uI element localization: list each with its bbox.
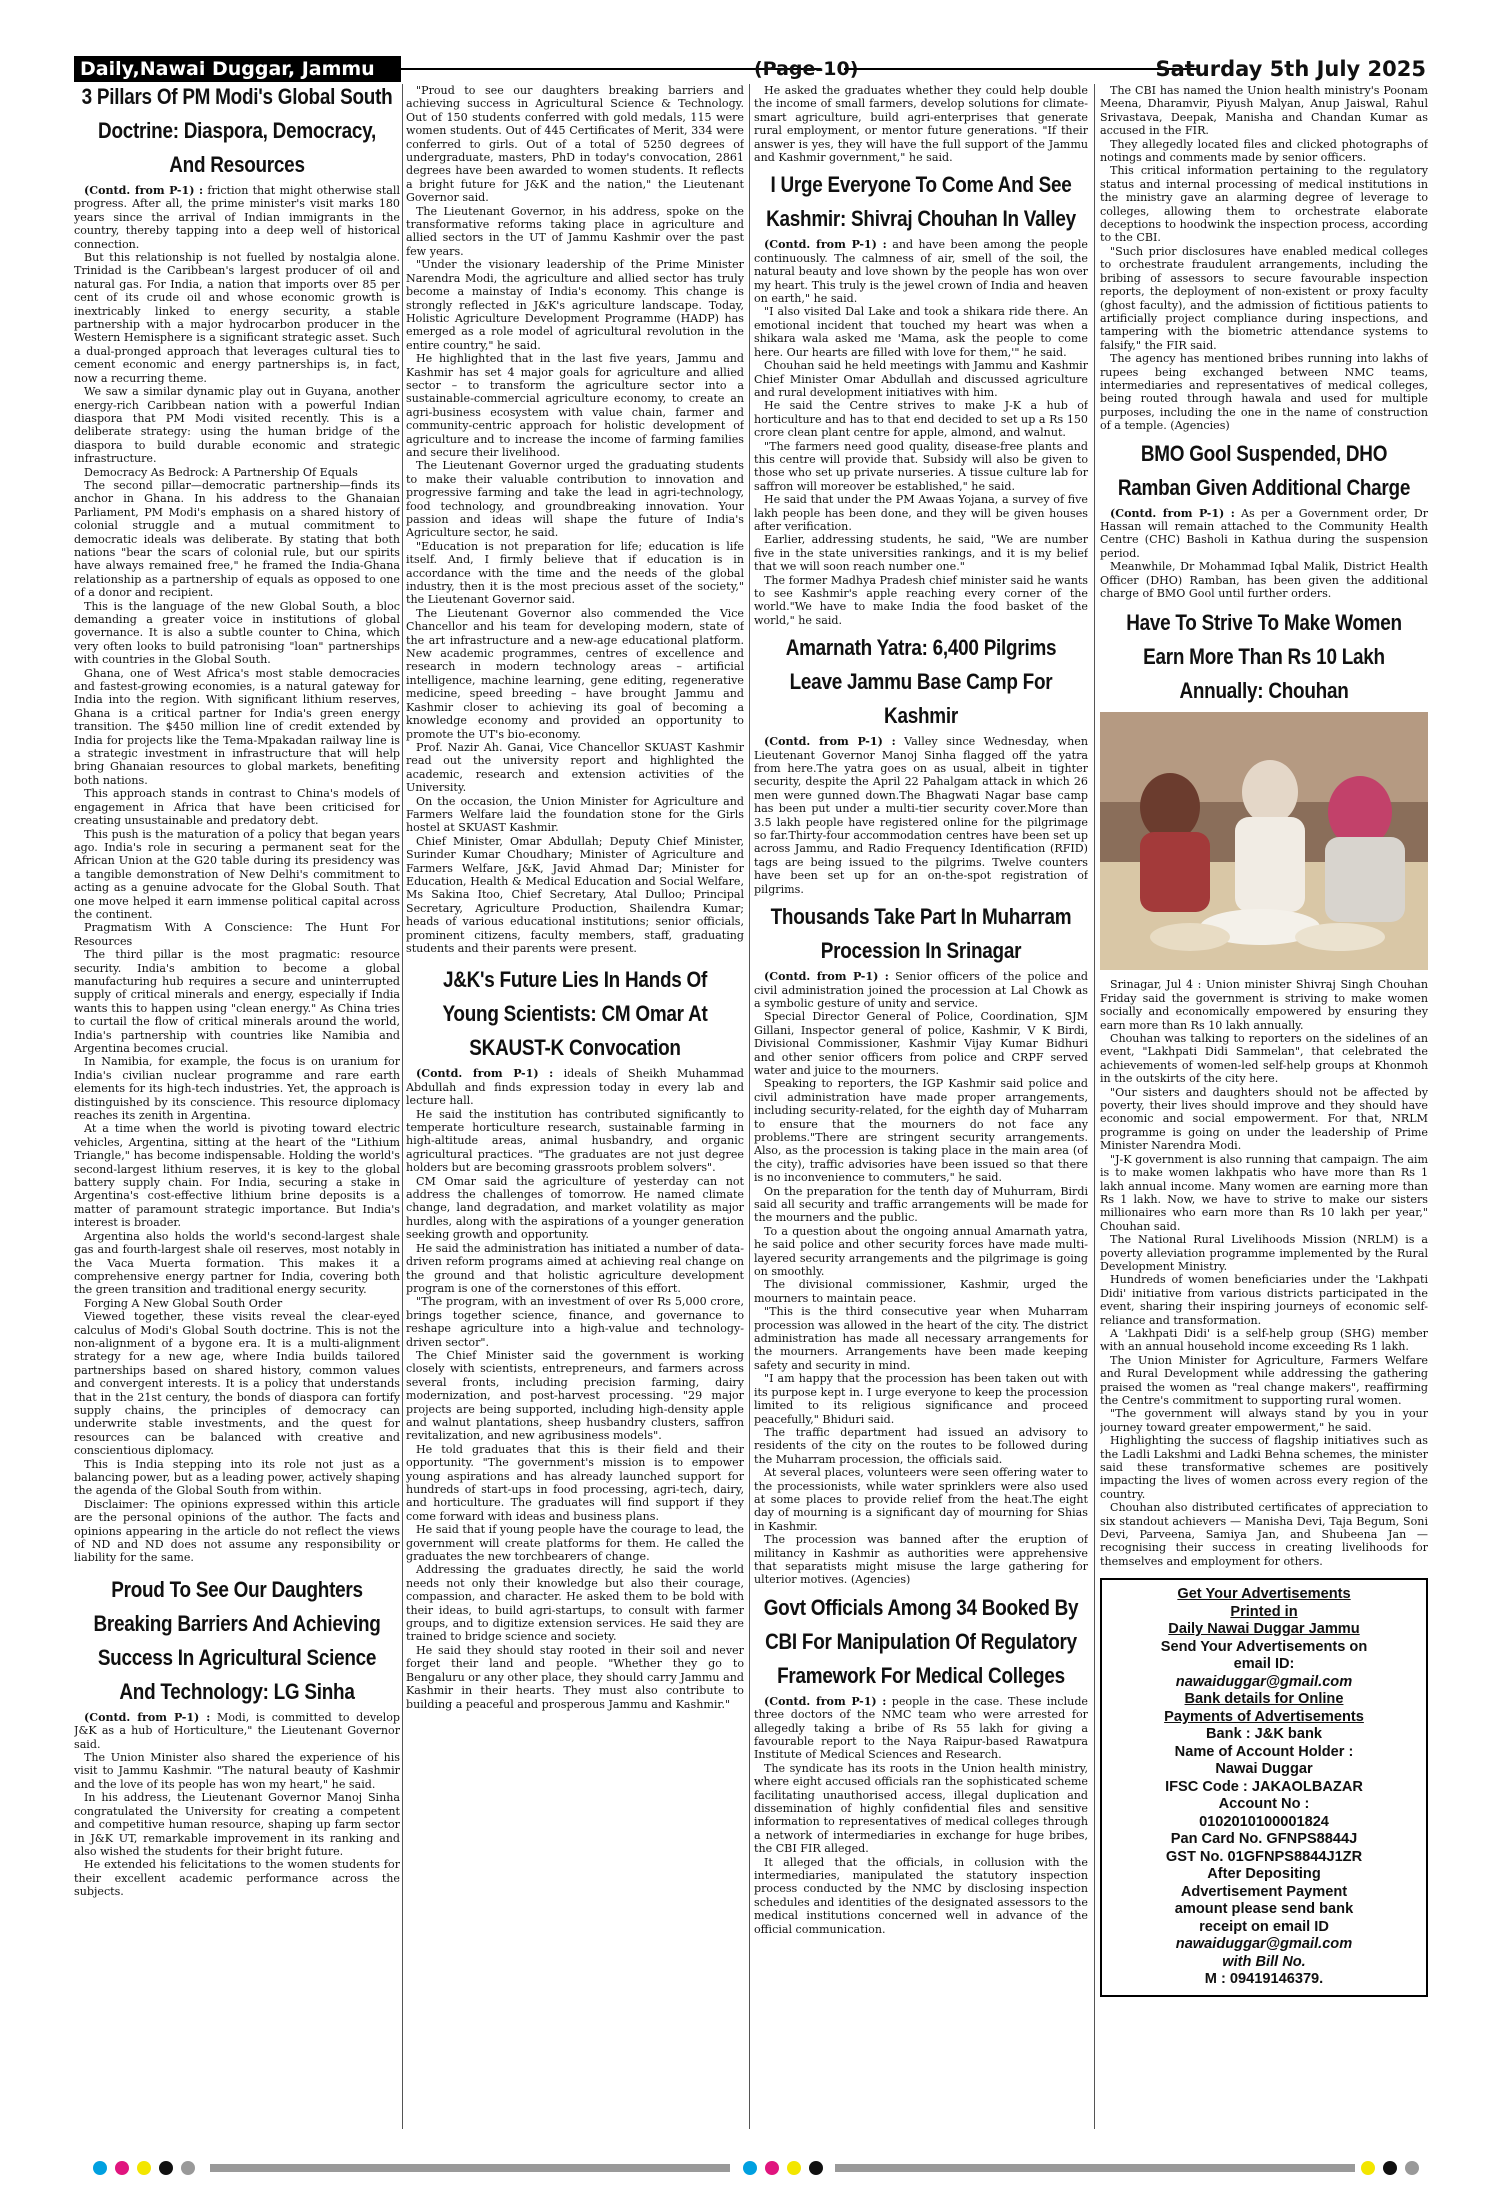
- article-paragraph: "Under the visionary leadership of the Prime Minister Narendra Modi, the agriculture and allied sector has truly become a mainstay of India's economy. This change is strongly reflected in J&K's agriculture landscape. Today, Holistic Agriculture Development Programme (HADP) has emerged as a role model of agricultural revolution in the entire country," he said.: [406, 258, 744, 352]
- article-paragraph: The divisional commissioner, Kashmir, urged the mourners to maintain peace.: [754, 1278, 1088, 1305]
- ad-account-label: Name of Account Holder :: [1174, 1743, 1354, 1760]
- ad-line: receipt on email ID: [1199, 1918, 1329, 1935]
- event-photo: [1100, 712, 1428, 970]
- ad-pan: Pan Card No. GFNPS8844J: [1170, 1831, 1358, 1848]
- article-paragraph: "The program, with an investment of over Rs 5,000 crore, brings together science, finance, and governance to reshape agriculture into a high-value and technology-driven sector".: [406, 1295, 744, 1349]
- ad-line: Daily Nawai Duggar Jammu: [1168, 1621, 1360, 1638]
- article-paragraph: "Our sisters and daughters should not be affected by poverty, their lives should improve and they should have economic and social empowerment. For that, NRLM programme is going on under the leadership of Prime Minister Narendra Modi.: [1100, 1085, 1428, 1153]
- article-paragraph: He said they should stay rooted in their soil and never forget their land and people. "Whether they go to Bengaluru or any other place, they should carry Jammu and Kashmir in their hearts. They must also contribute to building a peaceful and prosperous Jammu and Kashmir.": [406, 1643, 744, 1711]
- ad-email: nawaiduggar@gmail.com: [1175, 1673, 1353, 1690]
- article-paragraph: Chief Minister, Omar Abdullah; Deputy Chief Minister, Surinder Kumar Choudhary; Minister of Agriculture and Farmers Welfare, J&K, Javid Ahmad Dar; Minister for Education, Health & Medical Education and Social Welfare, Ms Sakina Itoo, Chief Secretary, Atal Dulloo; Principal Secretary, Agriculture Production, Shailendra Kumar; heads of various educational institutions; senior officials, prominent citizens, faculty members, staff, graduating students and their parents were present.: [406, 834, 744, 955]
- article-paragraph: The former Madhya Pradesh chief minister said he wants to see Kashmir's apple reaching every corner of the world."We have to make India the food basket of the world," he said.: [754, 573, 1088, 627]
- issue-date: Saturday 5th July 2025: [1155, 57, 1426, 81]
- article-lakhpati: [1100, 978, 1428, 1568]
- column-rule: [402, 84, 403, 2129]
- article-paragraph: He said the administration has initiated a number of data-driven reform programs aimed at achieving real change on the ground and that holistic agriculture development program is one of the cornerstones of this effort.: [406, 1241, 744, 1295]
- article-muharram: [754, 970, 1088, 1587]
- registration-marks: [90, 2158, 1420, 2178]
- article-paragraph: The Union Minister also shared the experience of his visit to Jammu Kashmir. "The natural beauty of Kashmir and the love of its people has won my heart," he said.: [74, 1751, 400, 1791]
- article-paragraph: This critical information pertaining to the regulatory status and internal processing of medical institutions in the ministry gave an alarming degree of leverage to colleges, allowing them to orchestrate elaborate deceptions to hoodwink the inspection process, according to the CBI.: [1100, 164, 1428, 245]
- headline-chouhan-valley: I Urge Everyone To Come And See Kashmir: Shivraj Chouhan In Valley: [766, 172, 1076, 232]
- page-number: (Page-10): [754, 58, 859, 80]
- ad-account-name: Nawai Duggar: [1215, 1761, 1313, 1778]
- ad-line: Send Your Advertisements on: [1160, 1638, 1368, 1655]
- article-paragraph: "The farmers need good quality, disease-free plants and this centre will provide that. Subsidy will also be given to those who set up private nurseries. A tissue culture lab for saffron will moreover be established," he said.: [754, 439, 1088, 493]
- ad-line: Advertisement Payment: [1180, 1883, 1348, 1900]
- article-paragraph: Speaking to reporters, the IGP Kashmir said police and civil administration have made proper arrangements, including security-related, for the eighth day of Muharram to ensure that the mourners do not face any problems."There are stringent security arrangements. Also, as the procession is taking place in the main area (of the city), traffic advisories have been issued so that there is no inconvenience to commuters," he said.: [754, 1077, 1088, 1185]
- article-paragraph: Special Director General of Police, Coordination, SJM Gillani, Inspector general of police, Kashmir, V K Birdi, Divisional Commissioner, Kashmir Vijay Kumar Bidhuri and other senior officers from police and CRPF served water and juice to the mourners.: [754, 1010, 1088, 1077]
- contd-label: (Contd. from P-1) :: [416, 1067, 554, 1081]
- article-paragraph: The procession was banned after the eruption of militancy in Kashmir as authorities were apprehensive that separatists might misuse the large gathering for ulterior motives. (Agencies): [754, 1533, 1088, 1587]
- article-paragraph: The agency has mentioned bribes running into lakhs of rupees being exchanged between NMC teams, intermediaries and representatives of medical colleges, being routed through hawala and used for multiple purposes, including the one in the name of construction of a temple. (Agencies): [1100, 352, 1428, 433]
- article-chouhan-valley: [754, 238, 1088, 627]
- article-paragraph: He said the Centre strives to make J-K a hub of horticulture and has to that end decided to set up a Rs 150 crore clean plant centre for apple, almond, and walnut.: [754, 399, 1088, 440]
- article-paragraph: He said that under the PM Awaas Yojana, a survey of five lakh people has been done, and they will be given houses after verification.: [754, 493, 1088, 533]
- article-paragraph: The third pillar is the most pragmatic: resource security. India's ambition to become a global manufacturing hub requires a secure and uninterrupted supply of critical minerals and energy, especially if India wants this to happen using "clean energy." As China tries to curtail the flow of critical minerals around the world, India's partnership with countries like Namibia and Argentina becomes crucial.: [74, 948, 400, 1055]
- ad-line: Bank details for Online: [1184, 1691, 1344, 1708]
- article-paragraph: At several places, volunteers were seen offering water to the processionists, while water sprinklers were also used at some places to provide relief from the heat.The eight day of mourning is a significant day of mourning for Shias in Kashmir.: [754, 1466, 1088, 1533]
- article-paragraph: "Education is not preparation for life; education is life itself. And, I firmly believe that if education is in accordance with the time and the needs of the global industry, then it is the most precious asset of the society," the Lieutenant Governor said.: [406, 539, 744, 607]
- ad-line: Printed in: [1230, 1603, 1298, 1620]
- article-cbi-cont: [1100, 84, 1428, 433]
- ad-line: with Bill No.: [1222, 1953, 1306, 1970]
- cbi-paras-b: [1100, 84, 1428, 433]
- article-paragraph: Highlighting the success of flagship initiatives such as the Ladli Lakshmi and Ladki Behna schemes, the minister said these transformative schemes are positively impacting the lives of women across every region of the country.: [1100, 1434, 1428, 1501]
- article-paragraph: "J-K government is also running that campaign. The aim is to make women lakhpatis who have more than Rs 1 lakh annual income. Many women are earning more than Rs 1 lakh. Now, we have to strive to make our sisters millionaires who earn more than Rs 10 lakh per year," Chouhan said.: [1100, 1152, 1428, 1233]
- chouhan-valley-paras: [754, 305, 1088, 627]
- headline-scientists: J&K's Future Lies In Hands Of Young Scientists: CM Omar At SKAUST-K Convocation: [442, 967, 708, 1061]
- headline-daughters: Proud To See Our Daughters Breaking Barriers And Achieving Success In Agricultural Science And Technology: LG Sinha: [93, 1576, 381, 1704]
- article-daughters: [74, 1711, 400, 1899]
- contd-label: (Contd. from P-1) :: [1110, 506, 1235, 520]
- ad-line: Get Your Advertisements: [1177, 1586, 1351, 1603]
- article-paragraph: This is the language of the new Global South, a bloc demanding a greater voice in institutions of global governance. It is also a subtle counter to China, which very often looks to build patronising "loan" partnerships with countries in the Global South.: [74, 599, 400, 667]
- publication-name: Daily,Nawai Duggar, Jammu: [74, 56, 401, 82]
- article-paragraph: Prof. Nazir Ah. Ganai, Vice Chancellor SKUAST Kashmir read out the university report and highlighted the academic, research and extension activities of the University.: [406, 740, 744, 795]
- headline-muharram: Thousands Take Part In Muharram Procession In Srinagar: [770, 904, 1072, 964]
- ad-line: Payments of Advertisements: [1164, 1708, 1364, 1725]
- column-rule: [749, 84, 750, 2129]
- article-paragraph: He told graduates that this is their field and their opportunity. "The government's mission is to empower young aspirations and has already launched support for hundreds of start-ups in food processing, agri-tech, dairy, and horticulture. The graduates will find support if they come forward with ideas and business plans.: [406, 1442, 744, 1523]
- article-paragraph: The second pillar—democratic partnership—finds its anchor in Ghana. In his address to the Ghanaian Parliament, PM Modi's emphasis on a shared history of colonial struggle and a mutual commitment to democratic ideals was deliberate. By stating that both nations "bear the scars of colonial rule, but our spirits have always remained free," he framed the India-Ghana relationship as a partnership of equals as opposed to one of a donor and recipient.: [74, 478, 400, 600]
- ad-bank: Bank : J&K bank: [1206, 1726, 1322, 1743]
- article-paragraph: He said that if young people have the courage to lead, the government will create platforms for them. He called the graduates the new torchbearers of change.: [406, 1523, 744, 1564]
- headline-cbi: Govt Officials Among 34 Booked By CBI For Manipulation Of Regulatory Framework For Medical Colleges: [763, 1594, 1079, 1688]
- headline-lakhpati: Have To Strive To Make Women Earn More Than Rs 10 Lakh Annually: Chouhan: [1126, 610, 1402, 704]
- ad-account-no-label: Account No :: [1218, 1796, 1310, 1813]
- ad-email: nawaiduggar@gmail.com: [1175, 1936, 1353, 1953]
- ad-account-no: 0102010100001824: [1199, 1813, 1329, 1830]
- article-paragraph: Forging A New Global South Order: [84, 1296, 283, 1310]
- article-paragraph: The traffic department had issued an advisory to residents of the city on the routes to be followed during the Muharram procession, the officials said.: [754, 1425, 1088, 1466]
- contd-label: (Contd. from P-1) :: [764, 970, 889, 984]
- article-paragraph: In Namibia, for example, the focus is on uranium for India's civilian nuclear programme and rare earth elements for its high-tech industries. Yet, the approach is distinguished by its conscience. This resource diplomacy reaches its zenith in Argentina.: [74, 1055, 400, 1123]
- contd-label: (Contd. from P-1) :: [764, 735, 896, 749]
- article-paragraph: Argentina also holds the world's second-largest shale gas and fourth-largest shale oil reserves, most notably in the Vaca Muerta formation. This makes it a comprehensive energy partner for India, covering both the green transition and traditional energy security.: [74, 1229, 400, 1297]
- article-paragraph: The Lieutenant Governor, in his address, spoke on the transformative reforms taking place in agriculture and allied sectors in the UT of Jammu Kashmir over the past few years.: [406, 204, 744, 258]
- pillars-paras: [74, 251, 400, 1565]
- ad-mobile: M : 09419146379.: [1204, 1971, 1324, 1988]
- lakhpati-paras: [1100, 1032, 1428, 1568]
- headline-bmo: BMO Gool Suspended, DHO Ramban Given Additional Charge: [1117, 440, 1411, 500]
- article-daughters-cont: [406, 84, 744, 955]
- article-paragraph: We saw a similar dynamic play out in Guyana, another energy-rich Caribbean nation with a powerful Indian diaspora that PM Modi visited recently. This is a deliberate strategy: using the human bridge of the diaspora to build durable economic and strategic infrastructure.: [74, 385, 400, 466]
- article-paragraph: But this relationship is not fuelled by nostalgia alone. Trinidad is the Caribbean's largest producer of oil and natural gas. For India, a nation that imports over 85 per cent of its crude oil and whose economic growth is inextricably linked to energy security, a stable partnership with a major hydrocarbon producer in the Western Hemisphere is a significant strategic asset. Such a dual-pronged approach that leverages cultural ties to cement economic and energy partnerships is, in fact, now a recurring theme.: [74, 251, 400, 385]
- muharram-paras: [754, 1010, 1088, 1586]
- article-paragraph: Addressing the graduates directly, he said the world needs not only their knowledge but also their courage, compassion, and character. He asked them to be bold with their ideas, to build agri-startups, to consult with farmer groups, and to digitize extension services. He said they are trained to bridge science and society.: [406, 1563, 744, 1644]
- article-paragraph: "The government will always stand by you in your journey toward greater empowerment," he said.: [1100, 1407, 1428, 1434]
- column-2: [406, 84, 744, 2124]
- article-paragraph: A 'Lakhpati Didi' is a self-help group (SHG) member with an annual household income exceeding Rs 1 lakh.: [1100, 1326, 1428, 1354]
- article-paragraph: "Proud to see our daughters breaking barriers and achieving success in Agricultural Science & Technology. Out of 150 students conferred with gold medals, 115 were women students. Out of 445 Certificates of Merit, 334 were conferred to girls. Out of a total of 5250 degrees of undergraduate, masters, PhD in today's convocation, 2861 degrees have been awarded to women students. It reflects a bright future for J&K and the nation," the Lieutenant Governor said.: [406, 84, 744, 205]
- article-paragraph: The National Rural Livelihoods Mission (NRLM) is a poverty alleviation programme implemented by the Rural Development Ministry.: [1100, 1233, 1428, 1273]
- article-paragraph: The Union Minister for Agriculture, Farmers Welfare and Rural Development while addressing the gathering praised the women as "real change makers", reaffirming the Centre's commitment to supporting rural women.: [1100, 1353, 1428, 1407]
- scientists-paras-a: [406, 1108, 744, 1711]
- article-paragraph: Chouhan also distributed certificates of appreciation to six standout achievers — Manisha Devi, Taja Begum, Soni Devi, Parveena, Samiya Jan, and Shubeena Jan — recognising their success in creating livelihoods for themselves and employment for others.: [1100, 1501, 1428, 1568]
- article-paragraph: The Lieutenant Governor urged the graduating students to make their valuable contribution to innovation and progressive farming and take the lead in agri-technology, food technology, and groundbreaking innovation. Your passion and ideas will shape the future of India's Agriculture sector, he said.: [406, 459, 744, 540]
- article-paragraph: "I also visited Dal Lake and took a shikara ride there. An emotional incident that touched my heart was when a shikara wala asked me 'Mama, ask the people to come here. Our hearts are filled with love for them,'" he said.: [754, 305, 1088, 359]
- article-paragraph: Viewed together, these visits reveal the clear-eyed calculus of Modi's Global South doctrine. This is not the non-alignment of a bygone era. It is a multi-alignment strategy for a new age, where India builds tailored partnerships based on shared history, common values and convergent interests. It is a policy that understands that in the 21st century, the bonds of diaspora can fortify supply chains, the principles of democracy can underwrite stable investments, and the quest for resources can be balanced with creative and conscientious diplomacy.: [74, 1310, 400, 1458]
- article-paragraph: Disclaimer: The opinions expressed within this article are the personal opinions of the author. The facts and opinions appearing in the article do not reflect the views of ND and ND does not assume any responsibility or liability for the same.: [74, 1497, 400, 1565]
- article-lead: As per a Government order, Dr Hassan will remain attached to the Community Health Centre (CHC) Basholi in Kathua during the suspension period.: [1100, 506, 1428, 560]
- article-paragraph: The syndicate has its roots in the Union health ministry, where eight accused officials ran the sophisticated scheme facilitating unauthorised access, illegal duplication and dissemination of highly confidential files and sensitive information to representatives of medical colleges through a network of intermediaries in exchange for huge bribes, the CBI FIR alleged.: [754, 1761, 1088, 1856]
- ad-gst: GST No. 01GFNPS8844J1ZR: [1165, 1848, 1363, 1865]
- contd-label: (Contd. from P-1) :: [84, 1710, 211, 1724]
- contd-label: (Contd. from P-1) :: [764, 1694, 887, 1708]
- article-paragraph: On the occasion, the Union Minister for Agriculture and Farmers Welfare laid the foundation stone for the Girls hostel at SKUAST Kashmir.: [406, 794, 744, 835]
- advertisement-box: [1100, 1578, 1428, 1997]
- masthead: [74, 56, 1426, 84]
- article-scientists-cont: [754, 84, 1088, 164]
- article-paragraph: They allegedly located files and clicked photographs of notings and comments made by senior officers.: [1100, 137, 1428, 165]
- article-lead: Modi, is committed to develop J&K as a hub of Horticulture," the Lieutenant Governor said.: [74, 1710, 400, 1751]
- article-lead: people in the case. These include three doctors of the NMC team who were arrested for allegedly taking a bribe of Rs 55 lakh for giving a favourable report to the Naya Raipur-based Rawatpura Institute of Medical Sciences and Research.: [754, 1694, 1088, 1762]
- article-paragraph: Pragmatism With A Conscience: The Hunt For Resources: [74, 921, 400, 948]
- article-paragraph: He highlighted that in the last five years, Jammu and Kashmir has set 4 major goals for agriculture and allied sector – to transform the agriculture sector into a sustainable-commercial agriculture economy, to create an agri-business ecosystem with value chain, farmer and community-centric approach for holistic development of agriculture and to increase the income of farming families and secure their livelihood.: [406, 352, 744, 459]
- column-1: [74, 84, 400, 2124]
- article-paragraph: This is India stepping into its role not just as a balancing power, but as a leading power, actively shaping the agenda of the Global South from within.: [74, 1457, 400, 1498]
- article-paragraph: He extended his felicitations to the women students for their excellent academic performance across the subjects.: [74, 1858, 400, 1899]
- article-paragraph: In his address, the Lieutenant Governor Manoj Sinha congratulated the University for creating a competent and competitive human resource, shaping up farm sector in J&K UT, remarkable improvement in its ranking and also wished the students for their bright future.: [74, 1791, 400, 1858]
- article-paragraph: It alleged that the officials, in collusion with the intermediaries, manipulated the statutory inspection process conducted by the NMC by disclosing inspection schedules and identities of the designated assessors to the medical institutions concerned well in advance of the official communication.: [754, 1855, 1088, 1936]
- article-lead: ideals of Sheikh Muhammad Abdullah and finds expression today in every lab and lecture hall.: [406, 1067, 744, 1108]
- article-bmo: [1100, 507, 1428, 601]
- article-amarnath: [754, 735, 1088, 896]
- article-paragraph: The Chief Minister said the government is working closely with scientists, entrepreneurs, and farmers across several fronts, including precision farming, dairy modernization, and post-harvest processing. "29 major projects are being supported, including high-density apple and walnut plantations, sheep husbandry clusters, saffron revitalization, and new agribusiness models".: [406, 1348, 744, 1443]
- article-paragraph: CM Omar said the agriculture of yesterday can not address the challenges of tomorrow. He named climate change, land degradation, and market volatility as major hurdles, along with the aspirations of a younger generation seeking growth and opportunity.: [406, 1174, 744, 1242]
- contd-label: (Contd. from P-1) :: [764, 238, 887, 252]
- article-lead: friction that might otherwise stall progress. After all, the prime minister's visit marks 180 years since the arrival of Indian immigrants in the country, thereby tapping into a deep well of historical connection.: [74, 184, 400, 251]
- article-paragraph: To a question about the ongoing annual Amarnath yatra, he said police and other security forces have made multi-layered security arrangements and the pilgrimage is going on smoothly.: [754, 1224, 1088, 1279]
- article-paragraph: Democracy As Bedrock: A Partnership Of Equals: [84, 465, 358, 479]
- scientists-paras-b: [754, 84, 1088, 164]
- article-paragraph: Ghana, one of West Africa's most stable democracies and fastest-growing economies, is a natural gateway for India into the region. With significant lithium reserves, Ghana is a critical partner for India's green energy transition. The $450 million line of credit extended by India for projects like the Tema-Mpakadan railway line is a strategic investment in infrastructure that will help bring Ghanaian resources to global markets, benefiting both nations.: [74, 666, 400, 787]
- article-paragraph: On the preparation for the tenth day of Muhurram, Birdi said all security and traffic arrangements will be made for the mourners and the public.: [754, 1184, 1088, 1225]
- ad-ifsc: IFSC Code : JAKAOLBAZAR: [1165, 1778, 1363, 1795]
- article-scientists: [406, 1067, 744, 1711]
- article-paragraph: The Lieutenant Governor also commended the Vice Chancellor and his team for developing modern, state of the art infrastructure and a new-age educational platform. New academic programmes, centres of excellence and research in modern technology areas – artificial intelligence, machine learning, gene editing, regenerative medicine, speed breeding – have brought Jammu and Kashmir closer to achieving its goal of becoming a knowledge economy and provided an opportunity to promote the UT's bio-economy.: [406, 606, 744, 741]
- article-paragraph: He asked the graduates whether they could help double the income of small farmers, develop solutions for climate-smart agriculture, build agri-enterprises that generate rural employment, or mentor future generations. "If their answer is yes, they will have the full support of the Jammu and Kashmir government," he said.: [754, 84, 1088, 165]
- article-paragraph: He said the institution has contributed significantly to temperate horticulture research, sustainable farming in high-altitude areas, animal husbandry, and organic agricultural practices. "The graduates are not just degree holders but are becoming grassroots problem solvers".: [406, 1107, 744, 1175]
- article-paragraph: Hundreds of women beneficiaries under the 'Lakhpati Didi' initiative from various districts participated in the event, sharing their inspiring journeys of economic self-reliance and transformation.: [1100, 1273, 1428, 1327]
- article-paragraph: This approach stands in contrast to China's models of engagement in Africa that have been criticised for creating unsustainable and predatory debt.: [74, 787, 400, 828]
- bmo-paras: [1100, 560, 1428, 600]
- column-4: [1100, 84, 1428, 2124]
- daughters-paras-b: [406, 84, 744, 955]
- article-paragraph: "This is the third consecutive year when Muharram procession was allowed in the heart of the city. The district administration has made all necessary arrangements for the mourners. Arrangements have been made keeping safety and security in mind.: [754, 1305, 1088, 1372]
- contd-label: (Contd. from P-1) :: [84, 184, 204, 197]
- article-paragraph: Chouhan was talking to reporters on the sidelines of an event, "Lakhpati Didi Sammelan", that celebrated the achievements of women-led self-help groups at Khonmoh in the outskirts of the city here.: [1100, 1032, 1428, 1086]
- article-paragraph: "I am happy that the procession has been taken out with its purpose kept in. I urge everyone to keep the procession limited to its religious significance and proceed peacefully," Bhiduri said.: [754, 1372, 1088, 1426]
- article-paragraph: This push is the maturation of a policy that began years ago. India's role in securing a permanent seat for the African Union at the G20 table during its presidency was a tangible demonstration of New Delhi's commitment to acting as a genuine advocate for the Global South. That one move helped it earn immense political capital across the continent.: [74, 827, 400, 921]
- article-paragraph: Chouhan said he held meetings with Jammu and Kashmir Chief Minister Omar Abdullah and discussed agriculture and rural development initiatives with him.: [754, 359, 1088, 399]
- article-paragraph: At a time when the world is pivoting toward electric vehicles, Argentina, sitting at the heart of the "Lithium Triangle," has become indispensable. Holding the world's second-largest lithium reserves, it is key to the global battery supply chain. For India, securing a stake in Argentina's cost-effective lithium brine deposits is a matter of paramount strategic importance. But India's interest is broader.: [74, 1122, 400, 1230]
- daughters-paras-a: [74, 1751, 400, 1898]
- column-3: [754, 84, 1088, 2124]
- article-pillars: [74, 184, 400, 1565]
- article-paragraph: "Such prior disclosures have enabled medical colleges to orchestrate fraudulent arrangements, including the bribing of assessors to secure favourable inspection reports, the deployment of non-existent or proxy faculty (ghost faculty), and the admission of fictitious patients to artificially project compliance during inspections, and tampering with the biometric attendance systems to falsify," the FIR said.: [1100, 244, 1428, 352]
- article-cbi: [754, 1695, 1088, 1936]
- headline-pillars: 3 Pillars Of PM Modi's Global South Doctrine: Diaspora, Democracy, And Resources: [81, 84, 393, 177]
- article-paragraph: Earlier, addressing students, he said, "We are number five in the state universities rankings, and it is my belief that we will soon reach number one.": [754, 533, 1088, 574]
- article-lead: Valley since Wednesday, when Lieutenant Governor Manoj Sinha flagged off the yatra from here.The yatra goes on as usual, albeit in tighter security, despite the April 22 Pahalgam attack in which 26 men were gunned down.The Bhagwati Nagar base camp has been put under a multi-tier security cover.More than 3.5 lakh people have registered online for the pilgrimage so far.Thirty-four accommodation centres have been set up across Jammu, and Radio Frequency Identification (RFID) tags are being issued to the pilgrims. Twelve counters have been set up for an on-the-spot registration of pilgrims.: [754, 735, 1088, 896]
- column-rule: [1094, 84, 1095, 2129]
- article-lead: Senior officers of the police and civil administration joined the procession at Lal Chowk as a symbolic gesture of unity and service.: [754, 970, 1088, 1010]
- headline-amarnath: Amarnath Yatra: 6,400 Pilgrims Leave Jammu Base Camp For Kashmir: [785, 635, 1057, 729]
- ad-line: email ID:: [1233, 1656, 1295, 1673]
- ad-line: After Depositing: [1207, 1866, 1321, 1883]
- masthead-rule-right: [844, 68, 1199, 70]
- article-paragraph: The CBI has named the Union health ministry's Poonam Meena, Dharamvir, Piyush Malyan, Anup Jaiswal, Rahul Srivastava, Deepak, Manisha and Chandan Kumar as accused in the FIR.: [1100, 84, 1428, 138]
- cbi-paras-a: [754, 1762, 1088, 1936]
- article-paragraph: Meanwhile, Dr Mohammad Iqbal Malik, District Health Officer (DHO) Ramban, has been given the additional charge of BMO Gool until further orders.: [1100, 560, 1428, 600]
- ad-line: amount please send bank: [1174, 1901, 1354, 1918]
- article-lead: Srinagar, Jul 4 : Union minister Shivraj Singh Chouhan Friday said the government is striving to make women socially and economically empowered by ensuring they earn more than Rs 10 lakh annually.: [1100, 978, 1428, 1032]
- article-lead: and have been among the people continuously. The calmness of air, smell of the soil, the natural beauty and love shown by the people has won over my heart. This truly is the jewel crown of India and heaven on earth," he said.: [754, 238, 1088, 306]
